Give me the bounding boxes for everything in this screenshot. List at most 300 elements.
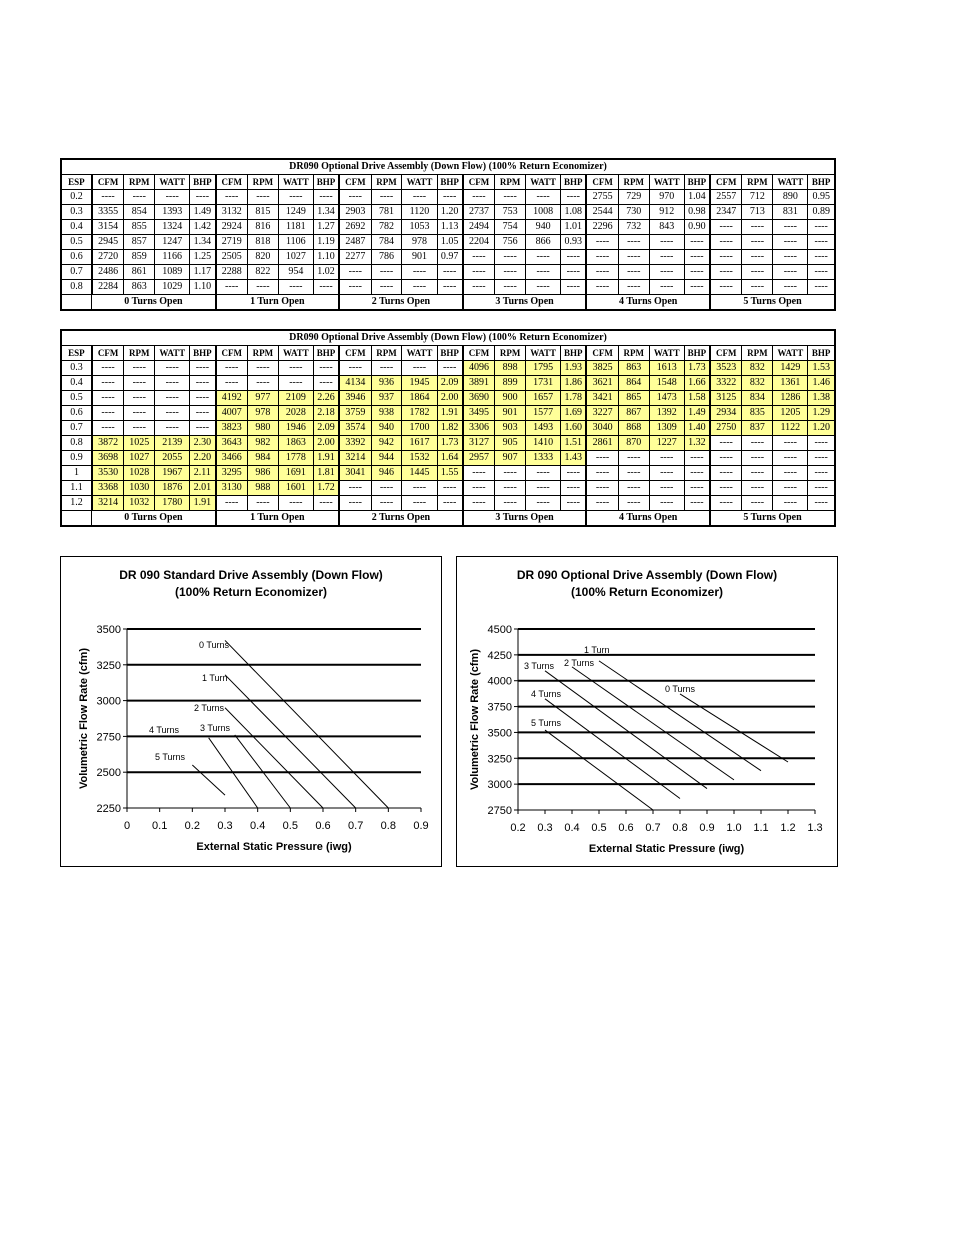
- column-header: WATT: [526, 346, 561, 361]
- table-cell: 713: [742, 205, 773, 220]
- table-cell: 986: [247, 466, 278, 481]
- table-cell: 3946: [339, 391, 371, 406]
- table-cell: ----: [808, 436, 834, 451]
- table-cell: 815: [247, 205, 278, 220]
- table-cell: 903: [495, 421, 526, 436]
- table-cell: ----: [92, 190, 124, 205]
- table-title: DR090 Optional Drive Assembly (Down Flow) (100% Return Economizer): [62, 160, 834, 175]
- table-cell: ----: [92, 361, 124, 376]
- x-tick-label: 0.9: [413, 820, 429, 832]
- table-cell: 1.55: [437, 466, 463, 481]
- table-cell: ----: [684, 265, 710, 280]
- esp-cell: 1.1: [62, 481, 92, 496]
- y-tick-label: 3750: [487, 701, 512, 714]
- table-cell: 855: [124, 220, 155, 235]
- table-cell: 2494: [463, 220, 495, 235]
- table-cell: ----: [495, 280, 526, 295]
- column-header: CFM: [586, 346, 618, 361]
- table-cell: 937: [371, 391, 402, 406]
- table-cell: ----: [742, 265, 773, 280]
- table-cell: 1.58: [684, 391, 710, 406]
- table-cell: 1.72: [313, 481, 339, 496]
- table-cell: 1410: [526, 436, 561, 451]
- table-cell: 756: [495, 235, 526, 250]
- table-cell: 1032: [124, 496, 155, 511]
- series-label: 1 Turn: [202, 673, 228, 683]
- table-cell: ----: [124, 391, 155, 406]
- x-tick-label: 0.7: [645, 822, 661, 834]
- table-cell: ----: [278, 496, 313, 511]
- series-line: [572, 667, 734, 780]
- table-cell: 730: [618, 205, 649, 220]
- table-cell: ----: [808, 265, 834, 280]
- table-cell: ----: [710, 220, 742, 235]
- table-cell: ----: [710, 451, 742, 466]
- table-cell: ----: [216, 280, 248, 295]
- column-header: BHP: [808, 346, 834, 361]
- x-tick-label: 1.2: [780, 822, 796, 834]
- table-cell: ----: [247, 190, 278, 205]
- table-cell: ----: [526, 250, 561, 265]
- table-cell: 1.04: [684, 190, 710, 205]
- table-cell: ----: [155, 421, 190, 436]
- table-cell: ----: [313, 361, 339, 376]
- table-cell: 984: [247, 451, 278, 466]
- table-cell: 1.91: [190, 496, 216, 511]
- column-header: RPM: [618, 175, 649, 190]
- table-cell: 1613: [649, 361, 684, 376]
- table-cell: ----: [402, 481, 437, 496]
- table-cell: ----: [586, 481, 618, 496]
- table-cell: 4134: [339, 376, 371, 391]
- table-cell: 938: [371, 406, 402, 421]
- turns-group-label: 2 Turns Open: [339, 295, 463, 310]
- column-header: CFM: [463, 346, 495, 361]
- table-cell: 1429: [773, 361, 808, 376]
- column-header: RPM: [495, 175, 526, 190]
- table-cell: 2719: [216, 235, 248, 250]
- table-cell: 1.10: [190, 280, 216, 295]
- table-cell: ----: [402, 265, 437, 280]
- table-cell: ----: [247, 361, 278, 376]
- table-cell: ----: [437, 280, 463, 295]
- column-header: RPM: [742, 175, 773, 190]
- table-cell: ----: [155, 406, 190, 421]
- table-cell: 2755: [586, 190, 618, 205]
- turns-group-label: 3 Turns Open: [463, 511, 587, 526]
- column-header: RPM: [495, 346, 526, 361]
- esp-cell: 0.7: [62, 421, 92, 436]
- table-cell: 1309: [649, 421, 684, 436]
- series-label: 3 Turns: [200, 723, 231, 733]
- table-cell: ----: [684, 496, 710, 511]
- table-cell: 1.34: [190, 235, 216, 250]
- table-cell: ----: [586, 466, 618, 481]
- table-cell: ----: [371, 361, 402, 376]
- table-cell: 1.08: [561, 205, 587, 220]
- table-cell: 0.97: [437, 250, 463, 265]
- table-cell: 1025: [124, 436, 155, 451]
- y-tick-label: 4500: [487, 624, 512, 636]
- column-header: RPM: [371, 175, 402, 190]
- column-header: RPM: [124, 346, 155, 361]
- table-row: [62, 436, 834, 451]
- column-header: WATT: [773, 175, 808, 190]
- table-cell: ----: [278, 376, 313, 391]
- table-cell: 3759: [339, 406, 371, 421]
- series-label: 4 Turns: [149, 725, 180, 735]
- table-cell: ----: [710, 280, 742, 295]
- table-cell: ----: [618, 265, 649, 280]
- table-cell: ----: [618, 496, 649, 511]
- table-cell: ----: [339, 265, 371, 280]
- table-cell: 2945: [92, 235, 124, 250]
- table-cell: ----: [561, 265, 587, 280]
- table-cell: 1249: [278, 205, 313, 220]
- table-cell: 1089: [155, 265, 190, 280]
- table-cell: 2109: [278, 391, 313, 406]
- table-cell: ----: [313, 496, 339, 511]
- table-cell: ----: [463, 250, 495, 265]
- table-cell: 0.90: [684, 220, 710, 235]
- table-cell: 2.30: [190, 436, 216, 451]
- table-cell: ----: [216, 376, 248, 391]
- table-cell: ----: [808, 220, 834, 235]
- table-cell: ----: [808, 466, 834, 481]
- table-cell: ----: [586, 451, 618, 466]
- table-cell: ----: [247, 280, 278, 295]
- table-cell: ----: [561, 280, 587, 295]
- turns-group-label: 1 Turn Open: [216, 295, 340, 310]
- table-cell: ----: [618, 280, 649, 295]
- table-cell: ----: [155, 391, 190, 406]
- table-cell: ----: [710, 481, 742, 496]
- table-cell: 940: [371, 421, 402, 436]
- table-cell: ----: [437, 496, 463, 511]
- table-cell: 863: [618, 361, 649, 376]
- table-cell: ----: [92, 421, 124, 436]
- table-cell: 901: [402, 250, 437, 265]
- table-cell: 890: [773, 190, 808, 205]
- x-tick-label: 0.5: [591, 822, 607, 834]
- table-cell: ----: [216, 496, 248, 511]
- table-row: [62, 421, 834, 436]
- y-tick-label: 2750: [487, 805, 512, 817]
- table-cell: 2861: [586, 436, 618, 451]
- table-cell: ----: [402, 496, 437, 511]
- table-cell: ----: [649, 466, 684, 481]
- table-cell: 754: [495, 220, 526, 235]
- table-cell: ----: [649, 451, 684, 466]
- table-cell: ----: [463, 280, 495, 295]
- table-cell: ----: [92, 376, 124, 391]
- table-cell: 782: [371, 220, 402, 235]
- table-cell: 1008: [526, 205, 561, 220]
- column-header: RPM: [247, 175, 278, 190]
- x-tick-label: 0.6: [315, 820, 331, 832]
- turns-group-label: 0 Turns Open: [92, 295, 216, 310]
- column-header: RPM: [742, 346, 773, 361]
- column-header: CFM: [586, 175, 618, 190]
- turns-group-label: 4 Turns Open: [586, 511, 710, 526]
- table-cell: 3621: [586, 376, 618, 391]
- table-cell: 936: [371, 376, 402, 391]
- table-cell: 1.66: [684, 376, 710, 391]
- x-tick-label: 1.1: [753, 822, 769, 834]
- table-cell: 0.98: [684, 205, 710, 220]
- esp-cell: 0.5: [62, 391, 92, 406]
- table-cell: 3523: [710, 361, 742, 376]
- table-cell: 2737: [463, 205, 495, 220]
- table-cell: 1.73: [684, 361, 710, 376]
- table-cell: ----: [339, 190, 371, 205]
- table-cell: 2.20: [190, 451, 216, 466]
- chart-standard-drive: [60, 556, 442, 867]
- table-cell: 2544: [586, 205, 618, 220]
- table-cell: 1.05: [437, 235, 463, 250]
- y-axis-label: Volumetric Flow Rate (cfm): [78, 648, 90, 789]
- column-header: ESP: [62, 346, 92, 361]
- table-cell: 3214: [339, 451, 371, 466]
- table-cell: 978: [247, 406, 278, 421]
- table-cell: ----: [618, 451, 649, 466]
- table-cell: 822: [247, 265, 278, 280]
- table-cell: ----: [495, 481, 526, 496]
- table-cell: 1030: [124, 481, 155, 496]
- column-header: WATT: [402, 175, 437, 190]
- table-cell: ----: [278, 280, 313, 295]
- table-cell: 4192: [216, 391, 248, 406]
- table-cell: 2284: [92, 280, 124, 295]
- table-cell: 1120: [402, 205, 437, 220]
- table-cell: 1445: [402, 466, 437, 481]
- table-cell: ----: [216, 361, 248, 376]
- chart-optional-drive: [456, 556, 838, 867]
- table-cell: 859: [124, 250, 155, 265]
- x-tick-label: 0.4: [564, 822, 580, 834]
- table-cell: 1.32: [684, 436, 710, 451]
- table-row: [62, 190, 834, 205]
- table-cell: ----: [710, 265, 742, 280]
- table-cell: ----: [742, 235, 773, 250]
- table-title: DR090 Optional Drive Assembly (Down Flow) (100% Return Economizer): [62, 331, 834, 346]
- table-cell: 2.11: [190, 466, 216, 481]
- table-cell: 1.73: [437, 436, 463, 451]
- table-cell: 867: [618, 406, 649, 421]
- table-cell: 4096: [463, 361, 495, 376]
- chart-subtitle: (100% Return Economizer): [570, 585, 724, 599]
- table-cell: ----: [190, 421, 216, 436]
- table-cell: 1.40: [684, 421, 710, 436]
- x-tick-label: 0.6: [618, 822, 634, 834]
- y-tick-label: 2250: [96, 803, 121, 815]
- table-cell: ----: [773, 220, 808, 235]
- table-cell: 899: [495, 376, 526, 391]
- table-cell: ----: [526, 466, 561, 481]
- table-cell: 2557: [710, 190, 742, 205]
- series-label: 2 Turns: [194, 703, 225, 713]
- table-cell: ----: [190, 406, 216, 421]
- table-cell: 3872: [92, 436, 124, 451]
- y-tick-label: 4250: [487, 649, 512, 662]
- table-cell: ----: [773, 265, 808, 280]
- series-line: [545, 730, 653, 810]
- table-cell: ----: [313, 190, 339, 205]
- x-tick-label: 1.0: [726, 822, 742, 834]
- column-header: WATT: [649, 346, 684, 361]
- table-cell: 1.29: [808, 406, 834, 421]
- column-header: BHP: [190, 346, 216, 361]
- table-cell: 2.18: [313, 406, 339, 421]
- table-cell: ----: [402, 280, 437, 295]
- table-cell: 2347: [710, 205, 742, 220]
- column-header: CFM: [339, 175, 371, 190]
- table-cell: 942: [371, 436, 402, 451]
- table-row: [62, 220, 834, 235]
- series-label: 0 Turns: [199, 640, 230, 650]
- table-cell: ----: [649, 250, 684, 265]
- x-tick-label: 0.4: [250, 820, 266, 832]
- turns-group-label: 5 Turns Open: [743, 296, 802, 307]
- table-cell: 3823: [216, 421, 248, 436]
- table-cell: 901: [495, 406, 526, 421]
- table-cell: ----: [742, 280, 773, 295]
- table-cell: ----: [495, 250, 526, 265]
- table-cell: 2.26: [313, 391, 339, 406]
- table-cell: ----: [124, 361, 155, 376]
- table-cell: 834: [742, 391, 773, 406]
- table-row: [62, 406, 834, 421]
- table-cell: 2.09: [437, 376, 463, 391]
- esp-cell: 0.4: [62, 376, 92, 391]
- table-cell: 2296: [586, 220, 618, 235]
- table-row: [62, 451, 834, 466]
- table-cell: 865: [618, 391, 649, 406]
- table-cell: 3040: [586, 421, 618, 436]
- table-cell: ----: [124, 376, 155, 391]
- table-cell: ----: [618, 235, 649, 250]
- table-cell: 1967: [155, 466, 190, 481]
- table-row: [62, 205, 834, 220]
- table-cell: ----: [742, 220, 773, 235]
- table-cell: 2692: [339, 220, 371, 235]
- table-cell: ----: [561, 250, 587, 265]
- table-cell: ----: [495, 496, 526, 511]
- column-header: ESP: [62, 175, 92, 190]
- table-cell: 1028: [124, 466, 155, 481]
- table-cell: 2277: [339, 250, 371, 265]
- table-cell: ----: [495, 265, 526, 280]
- table-cell: ----: [586, 280, 618, 295]
- table-cell: 2720: [92, 250, 124, 265]
- chart-subtitle: (100% Return Economizer): [174, 585, 328, 599]
- x-tick-label: 0.7: [348, 820, 364, 832]
- table-cell: 837: [742, 421, 773, 436]
- table-cell: ----: [526, 280, 561, 295]
- table-cell: 1286: [773, 391, 808, 406]
- y-tick-label: 3250: [487, 753, 512, 766]
- table-row: [62, 235, 834, 250]
- table-cell: 3125: [710, 391, 742, 406]
- table-cell: 1106: [278, 235, 313, 250]
- table-cell: 857: [124, 235, 155, 250]
- table-cell: 954: [278, 265, 313, 280]
- table-cell: ----: [155, 376, 190, 391]
- x-tick-label: 1.3: [807, 822, 823, 834]
- table-cell: ----: [463, 265, 495, 280]
- y-tick-label: 4000: [487, 675, 512, 688]
- column-header: RPM: [247, 346, 278, 361]
- table-cell: ----: [618, 250, 649, 265]
- table-cell: 1782: [402, 406, 437, 421]
- column-header: BHP: [684, 175, 710, 190]
- table-cell: 1532: [402, 451, 437, 466]
- table-cell: ----: [190, 376, 216, 391]
- esp-cell: 0.9: [62, 451, 92, 466]
- group-spacer: [62, 295, 92, 310]
- table-cell: ----: [773, 235, 808, 250]
- table-cell: 3041: [339, 466, 371, 481]
- x-tick-label: 0.8: [380, 820, 396, 832]
- table-cell: 988: [247, 481, 278, 496]
- table-cell: ----: [495, 466, 526, 481]
- table-cell: 1.38: [808, 391, 834, 406]
- table-cell: ----: [742, 436, 773, 451]
- table-cell: ----: [742, 466, 773, 481]
- table-cell: 2903: [339, 205, 371, 220]
- table-cell: 3825: [586, 361, 618, 376]
- column-header: BHP: [684, 346, 710, 361]
- table-cell: ----: [710, 235, 742, 250]
- table-cell: ----: [371, 265, 402, 280]
- table-cell: 1.82: [437, 421, 463, 436]
- turns-group-label: 5 Turns Open: [743, 512, 802, 523]
- column-header: CFM: [339, 346, 371, 361]
- table-cell: ----: [742, 496, 773, 511]
- table-cell: ----: [526, 481, 561, 496]
- table-cell: ----: [437, 190, 463, 205]
- performance-table-optional: [60, 329, 836, 527]
- table-cell: ----: [808, 451, 834, 466]
- table-cell: 2934: [710, 406, 742, 421]
- table-cell: 1863: [278, 436, 313, 451]
- table-cell: ----: [684, 481, 710, 496]
- table-cell: 732: [618, 220, 649, 235]
- table-cell: ----: [313, 376, 339, 391]
- table-cell: 1.78: [561, 391, 587, 406]
- table-cell: 940: [526, 220, 561, 235]
- table-cell: 1876: [155, 481, 190, 496]
- table-cell: 1.49: [684, 406, 710, 421]
- table-cell: ----: [684, 451, 710, 466]
- table-cell: ----: [402, 190, 437, 205]
- table-cell: 3690: [463, 391, 495, 406]
- table-cell: 729: [618, 190, 649, 205]
- table-cell: 870: [618, 436, 649, 451]
- table-cell: 1473: [649, 391, 684, 406]
- table-cell: ----: [773, 436, 808, 451]
- table-cell: ----: [339, 361, 371, 376]
- x-tick-label: 0.2: [510, 822, 526, 834]
- table-cell: ----: [773, 451, 808, 466]
- table-cell: 1.91: [437, 406, 463, 421]
- column-header: RPM: [371, 346, 402, 361]
- table-cell: 1.69: [561, 406, 587, 421]
- table-cell: ----: [495, 190, 526, 205]
- table-cell: ----: [463, 496, 495, 511]
- table-cell: 753: [495, 205, 526, 220]
- esp-cell: 0.6: [62, 406, 92, 421]
